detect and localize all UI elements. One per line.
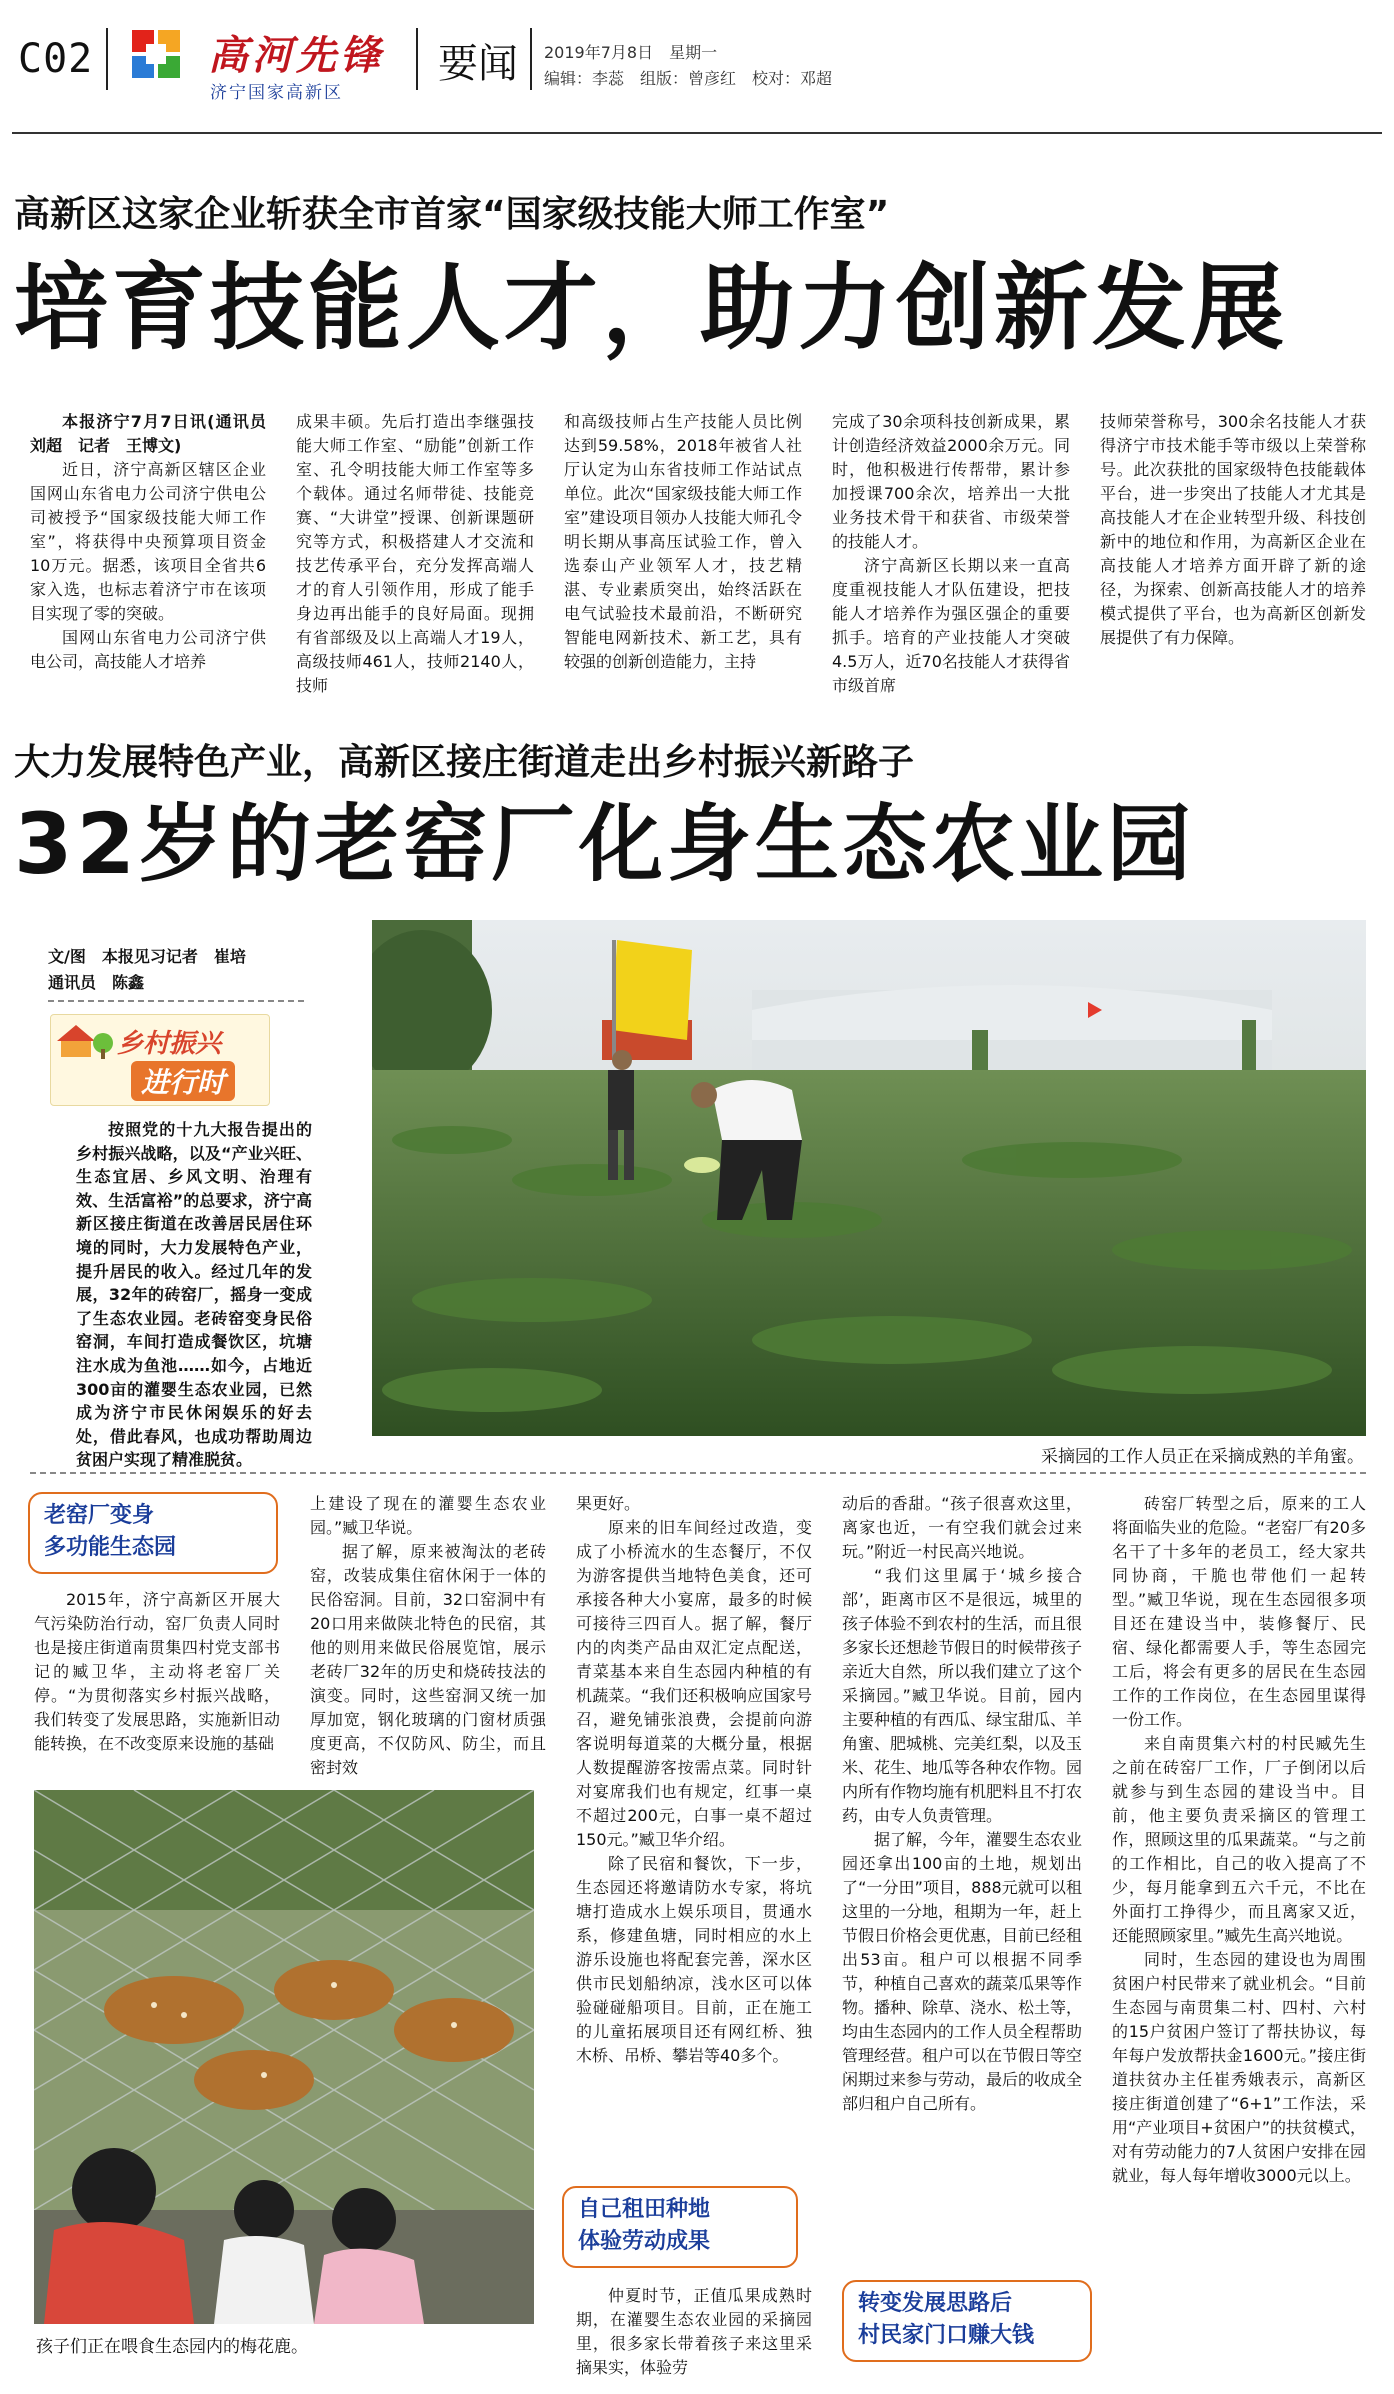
paragraph: 上建设了现在的灌婴生态农业园。”臧卫华说。 [310,1494,546,1537]
newspaper-name: 高河先锋 [208,32,384,79]
masthead [0,0,1394,118]
paragraph: 来自南贯集六村的村民臧先生之前在砖窑厂工作，厂子倒闭以后就参与到生态园的建设当中。目前，他主要负责采摘区的管理工作，照顾这里的瓜果蔬菜。“与之前的工作相比，自己的收入提高了不少，每月能拿到五六千元，不比在外面打工挣得少，而且离家又近，还能照顾家里。”臧先生高兴地说。 [1112,1734,1366,1945]
article2-column-1 [34,1588,280,1756]
paragraph: 除了民宿和餐饮，下一步，生态园还将邀请防水专家，将坑塘打造成水上娱乐项目，贯通水系，修建鱼塘，同时相应的水上游乐设施也将配套完善，深水区供市民划船纳凉，浅水区可以体验碰碰船项目。目前，正在施工的儿童拓展项目还有网红桥、独木桥、吊桥、攀岩等40多个。 [576,1854,812,2065]
article2-column-4 [842,1492,1082,2116]
newspaper-logo-icon [132,30,180,78]
photo-children-feeding-deer [34,1790,534,2324]
paragraph: 据了解，原来被淘汰的老砖窑，改装成集住宿休闲于一体的民俗窑洞。目前，32口窑洞中有20口用来做陕北特色的民宿，其他的则用来做民俗展览馆，展示老砖厂32年的历史和烧砖技法的演变。同时，这些窑洞又统一加厚加宽，钢化玻璃的门窗材质强度更高，不仅防风、防尘，而且密封效 [310,1542,546,1777]
article1-paragraph: 和高级技师占生产技能人员比例达到59.58%，2018年被省人社厅认定为山东省技师工作站试点单位。此次“国家级技能大师工作室”建设项目领办人技能大师孔令明长期从事高压试验工作，曾入选泰山产业领军人才，技艺精湛、专业素质突出，始终活跃在电气试验技术最前沿，不断研究智能电网新技术、新工艺，具有较强的创新创造能力，主持 [564,412,802,671]
article1-column-1 [30,410,283,674]
article1-paragraph: 完成了30余项科技创新成果，累计创造经济效益2000余万元。同时，他积极进行传帮带，累计参加授课700余次，培养出一大批业务技术骨干和获省、市级荣誉的技能人才。 [832,412,1070,551]
page-number: C02 [18,36,94,82]
article2-lead [76,1118,312,1472]
article1-column-2 [296,410,534,698]
article1-paragraph: 济宁高新区长期以来一直高度重视技能人才队伍建设，把技能人才培养作为强区强企的重要抓手。培育的产业技能人才突破4.5万人，近70名技能人才获得省市级首席 [832,556,1070,695]
paragraph: 动后的香甜。“孩子很喜欢这里，离家也近，一有空我们就会过来玩。”附近一村民高兴地说。 [842,1494,1082,1561]
photo2-caption: 孩子们正在喂食生态园内的梅花鹿。 [36,2337,308,2357]
issue-date: 2019年7月8日 星期一 [544,43,718,62]
article1-paragraph: 成果丰硕。先后打造出李继强技能大师工作室、“励能”创新工作室、孔令明技能大师工作室等多个载体。通过名师带徒、技能竞赛、“大讲堂”授课、创新课题研究等方式，积极搭建人才交流和技艺传承平台，充分发挥高端人才的育人引领作用，形成了能手身边再出能手的良好局面。现拥有省部级及以上高端人才19人，高级技师461人，技师2140人，技师 [296,412,534,695]
newspaper-subtitle: 济宁国家高新区 [210,83,343,103]
article2-kicker: 大力发展特色产业，高新区接庄街道走出乡村振兴新路子 [14,742,915,783]
byline [48,944,246,996]
paragraph: 原来的旧车间经过改造，变成了小桥流水的生态餐厅，不仅为游客提供当地特色美食，还可承接各种大小宴席，最多的时候可接待三四百人。据了解，餐厅内的肉类产品由双汇定点配送，青菜基本来自生态园内种植的有机蔬菜。“我们还积极响应国家号召，避免铺张浪费，会提前向游客说明每道菜的大概分量，根据人数提醒游客按需点菜。同时针对宴席我们也有规定，红事一桌不超过200元，白事一桌不超过150元。”臧卫华介绍。 [576,1518,812,1849]
subhead-3-line-2: 村民家门口赚大钱 [858,2323,1035,2348]
divider [48,1000,304,1002]
paragraph: 同时，生态园的建设也为周围贫困户村民带来了就业机会。“目前生态园与南贯集二村、四村、六村的15户贫困户签订了帮扶协议，每年每户发放帮扶金1600元。”接庄街道扶贫办主任崔秀娥表示，高新区接庄街道创建了“6+1”工作法，采用“产业项目+贫困户”的扶贫模式，对有劳动能力的7人贫困户安排在园就业，每人每年增收3000元以上。 [1112,1950,1366,2185]
article1-kicker: 高新区这家企业斩获全市首家“国家级技能大师工作室” [14,194,890,235]
divider [530,28,532,90]
staff-credits: 编辑：李蕊 组版：曾彦红 校对：邓超 [544,69,833,88]
subhead-1-line-2: 多功能生态园 [44,1535,177,1560]
divider [30,1472,1366,1474]
photo-melon-field [372,920,1366,1436]
article1-paragraph: 技师荣誉称号，300余名技能人才获得济宁市技术能手等市级以上荣誉称号。此次获批的国家级特色技能载体平台，进一步突出了技能人才尤其是高技能人才在企业转型升级、科技创新中的地位和作用，为高新区企业在高技能人才培养方面开辟了新的途径，为探索、创新高技能人才的培养模式提供了平台，也为高新区创新发展提供了有力保障。 [1100,412,1366,647]
badge-line-1: 乡村振兴 [117,1029,222,1059]
header-rule [12,132,1382,134]
subhead-3 [842,2280,1092,2362]
byline-author: 文/图 本报见习记者 崔培 [48,947,246,966]
divider [416,28,418,90]
article2-column-2 [310,1492,546,1780]
subhead-1-line-1: 老窑厂变身 [44,1503,155,1528]
section-name: 要闻 [438,41,518,87]
article1-headline: 培育技能人才，助力创新发展 [14,254,1289,363]
paragraph: 仲夏时节，正值瓜果成熟时期，在灌婴生态农业园的采摘园里，很多家长带着孩子来这里采摘果实，体验劳 [576,2286,812,2377]
article1-column-3 [564,410,802,674]
byline-correspondent: 通讯员 陈鑫 [48,973,145,992]
article1-column-4 [832,410,1070,698]
divider [106,28,108,90]
article2-column-3 [576,1492,812,2068]
article1-column-5 [1100,410,1366,650]
article2-column-3-cont [576,2284,812,2380]
photo1-caption: 采摘园的工作人员正在采摘成熟的羊角蜜。 [1041,1447,1364,1467]
paragraph: 据了解，今年，灌婴生态农业园还拿出100亩的土地，规划出了“一分田”项目，888元就可以租这里的一分地，租期为一年，赶上节假日价格会更优惠，目前已经租出53亩。租户可以根据不同季节，种植自己喜欢的蔬菜瓜果等作物。播种、除草、浇水、松土等，均由生态园内的工作人员全程帮助管理经营。租户可以在节假日等空闲期过来参与劳动，最后的收成全部归租户自己所有。 [842,1830,1083,2113]
subhead-3-line-1: 转变发展思路后 [858,2291,1013,2316]
subhead-2-line-2: 体验劳动成果 [578,2229,711,2254]
badge-line-2: 进行时 [131,1061,235,1101]
subhead-2 [562,2186,798,2268]
article1-paragraph: 国网山东省电力公司济宁供电公司，高技能人才培养 [30,628,266,671]
farmhouse-icon [57,1021,113,1061]
paragraph: 2015年，济宁高新区开展大气污染防治行动，窑厂负责人同时也是接庄街道南贯集四村党支部书记的臧卫华，主动将老窑厂关停。“为贯彻落实乡村振兴战略，我们转变了发展思路，实施新旧动能转换，在不改变原来设施的基础 [34,1590,280,1753]
rural-revitalization-badge [50,1014,270,1106]
article1-dateline: 本报济宁7月7日讯(通讯员 刘超 记者 王博文) [30,412,283,455]
subhead-1 [28,1492,278,1574]
article1-paragraph: 近日，济宁高新区辖区企业国网山东省电力公司济宁供电公司被授予“国家级技能大师工作室”，将获得中央预算项目资金10万元。据悉，该项目全省共6家入选，也标志着济宁市在该项目实现了零的突破。 [30,460,266,623]
paragraph: 果更好。 [576,1494,641,1513]
subhead-2-line-1: 自己租田种地 [578,2197,711,2222]
article2-column-5 [1112,1492,1366,2188]
lead-paragraph: 按照党的十九大报告提出的乡村振兴战略，以及“产业兴旺、生态宜居、乡风文明、治理有效、生活富裕”的总要求，济宁高新区接庄街道在改善居民居住环境的同时，大力发展特色产业，提升居民的收入。经过几年的发展，32年的砖窑厂，摇身一变成了生态农业园。老砖窑变身民俗窑洞，车间打造成餐饮区，坑塘注水成为鱼池……如今，占地近300亩的灌婴生态农业园，已然成为济宁市民休闲娱乐的好去处，借此春风，也成功帮助周边贫困户实现了精准脱贫。 [76,1120,312,1470]
paragraph: “我们这里属于‘城乡接合部’，距离市区不是很远，城里的孩子体验不到农村的生活，而且很多家长还想趁节假日的时候带孩子亲近大自然，所以我们建立了这个采摘园。”臧卫华说。目前，园内主要种植的有西瓜、绿宝甜瓜、羊角蜜、肥城桃、完美红梨，以及玉米、花生、地瓜等各种农作物。园内所有作物均施有机肥料且不打农药，由专人负责管理。 [842,1566,1083,1825]
article2-headline: 32岁的老窑厂化身生态农业园 [14,795,1195,893]
paragraph: 砖窑厂转型之后，原来的工人将面临失业的危险。“老窑厂有20多名干了十多年的老员工，经大家共同协商，干脆也带他们一起转型。”臧卫华说，现在生态园很多项目还在建设当中，装修餐厅、民宿、绿化都需要人手，等生态园完工后，将会有更多的居民在生态园工作的工作岗位，在生态园里谋得一份工作。 [1112,1494,1366,1729]
